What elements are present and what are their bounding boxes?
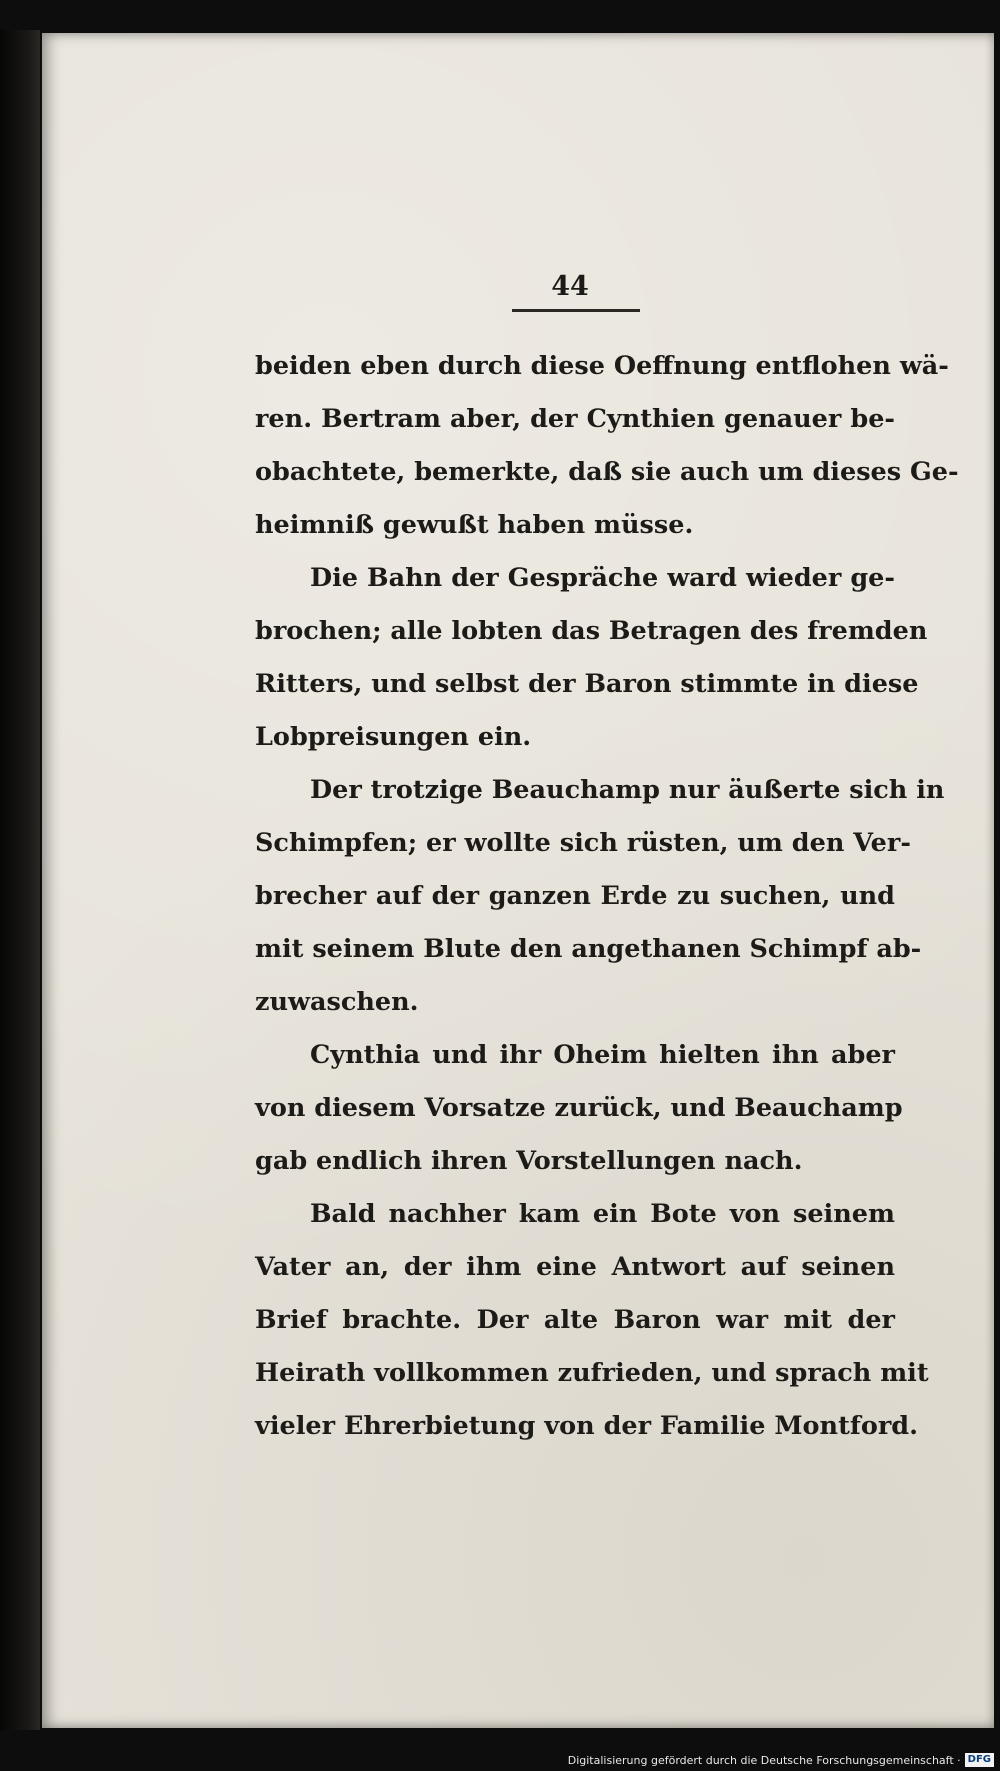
text-line: Lobpreisungen ein.: [255, 722, 532, 752]
text-line: Brief brachte. Der alte Baron war mit der: [255, 1305, 895, 1335]
text-line: gab endlich ihren Vorstellungen nach.: [255, 1146, 803, 1176]
text-line: Cynthia und ihr Oheim hielten ihn aber: [310, 1040, 895, 1070]
body-text: [255, 340, 959, 1453]
digitization-credit: [568, 1753, 994, 1767]
text-line: Der trotzige Beauchamp nur äußerte sich in: [310, 775, 945, 805]
text-line: Bald nachher kam ein Bote von seinem: [310, 1199, 895, 1229]
text-line: Vater an, der ihm eine Antwort auf seinen: [255, 1252, 895, 1282]
text-line: Schimpfen; er wollte sich rüsten, um den Ver-: [255, 828, 911, 858]
text-line: zuwaschen.: [255, 987, 419, 1017]
text-line: mit seinem Blute den angethanen Schimpf ab-: [255, 934, 922, 964]
text-line: obachtete, bemerkte, daß sie auch um dieses Ge-: [255, 457, 959, 487]
text-line: Ritters, und selbst der Baron stimmte in diese: [255, 669, 919, 699]
dfg-logo: DFG: [965, 1753, 994, 1767]
text-line: ren. Bertram aber, der Cynthien genauer be-: [255, 404, 895, 434]
text-line: brochen; alle lobten das Betragen des fremden: [255, 616, 928, 646]
text-line: beiden eben durch diese Oeffnung entflohen wä-: [255, 351, 949, 381]
text-line: brecher auf der ganzen Erde zu suchen, und: [255, 881, 895, 911]
book-page: [42, 33, 994, 1728]
text-line: heimniß gewußt haben müsse.: [255, 510, 694, 540]
text-line: vieler Ehrerbietung von der Familie Montford.: [255, 1411, 918, 1441]
credit-text: Digitalisierung gefördert durch die Deutsche Forschungsgemeinschaft ·: [567, 1753, 961, 1767]
text-line: Heirath vollkommen zufrieden, und sprach mit: [255, 1358, 929, 1388]
text-line: von diesem Vorsatze zurück, und Beauchamp: [255, 1093, 903, 1123]
page-number: 44: [551, 271, 589, 302]
page-number-rule: [512, 309, 640, 312]
book-spine-edge: [0, 30, 40, 1730]
text-line: Die Bahn der Gespräche ward wieder ge-: [310, 563, 895, 593]
